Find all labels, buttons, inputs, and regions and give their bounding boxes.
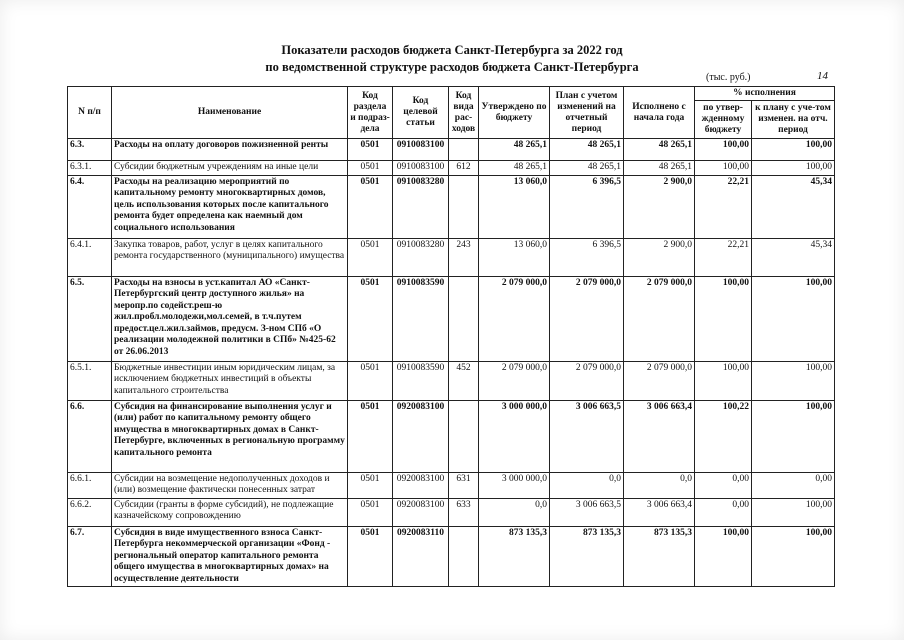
row-number: 6.4. <box>68 175 112 238</box>
row-executed: 48 265,1 <box>624 161 695 176</box>
row-target-code: 0920083100 <box>393 498 449 526</box>
title-line-2: по ведомственной структуре расходов бюджета Санкт-Петербурга <box>265 60 639 74</box>
row-target-code: 0920083110 <box>393 526 449 587</box>
row-approved: 3 000 000,0 <box>479 472 550 498</box>
row-executed: 0,0 <box>624 472 695 498</box>
row-name: Расходы на реализацию мероприятий по капитальному ремонту многоквартирных домов, цель использования которых после капитального ремонта будет определена как наемный дом социального использования <box>112 175 348 238</box>
table-row <box>68 238 835 276</box>
page-number: 14 <box>817 70 828 82</box>
row-approved: 2 079 000,0 <box>479 361 550 400</box>
row-name: Закупка товаров, работ, услуг в целях капитального ремонта государственного (муниципального) имущества <box>112 238 348 276</box>
header-executed: Исполнено с начала года <box>624 87 695 139</box>
row-pct-plan: 45,34 <box>752 175 835 238</box>
row-number: 6.6.1. <box>68 472 112 498</box>
header-type: Код вида рас-ходов <box>449 87 479 139</box>
row-plan: 2 079 000,0 <box>550 361 624 400</box>
row-executed: 2 900,0 <box>624 175 695 238</box>
row-target-code: 0910083100 <box>393 161 449 176</box>
table-body <box>68 139 835 587</box>
row-number: 6.5.1. <box>68 361 112 400</box>
row-pct-plan: 100,00 <box>752 161 835 176</box>
row-plan: 6 396,5 <box>550 238 624 276</box>
row-pct-approved: 100,00 <box>695 361 752 400</box>
header-plan: План с учетом изменений на отчетный период <box>550 87 624 139</box>
row-executed: 2 900,0 <box>624 238 695 276</box>
row-pct-approved: 22,21 <box>695 238 752 276</box>
row-plan: 2 079 000,0 <box>550 276 624 361</box>
row-pct-approved: 100,00 <box>695 139 752 161</box>
row-approved: 13 060,0 <box>479 238 550 276</box>
row-pct-approved: 100,00 <box>695 276 752 361</box>
row-plan: 3 006 663,5 <box>550 498 624 526</box>
row-pct-plan: 100,00 <box>752 139 835 161</box>
row-number: 6.4.1. <box>68 238 112 276</box>
row-approved: 48 265,1 <box>479 139 550 161</box>
row-executed: 2 079 000,0 <box>624 361 695 400</box>
title-line-1: Показатели расходов бюджета Санкт-Петербурга за 2022 год <box>281 43 623 57</box>
row-type-code: 612 <box>449 161 479 176</box>
row-type-code <box>449 276 479 361</box>
header-section: Код раздела и подраз-дела <box>348 87 393 139</box>
row-pct-plan: 100,00 <box>752 400 835 472</box>
row-plan: 6 396,5 <box>550 175 624 238</box>
row-type-code: 243 <box>449 238 479 276</box>
table-row <box>68 175 835 238</box>
row-number: 6.6. <box>68 400 112 472</box>
row-pct-approved: 0,00 <box>695 498 752 526</box>
budget-table <box>67 86 835 587</box>
row-plan: 48 265,1 <box>550 161 624 176</box>
row-executed: 3 006 663,4 <box>624 498 695 526</box>
row-plan: 0,0 <box>550 472 624 498</box>
row-executed: 873 135,3 <box>624 526 695 587</box>
row-section-code: 0501 <box>348 276 393 361</box>
row-plan: 873 135,3 <box>550 526 624 587</box>
header-target: Код целевой статьи <box>393 87 449 139</box>
header-pct-approved: по утвер-жденному бюджету <box>695 101 752 139</box>
row-section-code: 0501 <box>348 175 393 238</box>
table-row <box>68 472 835 498</box>
row-section-code: 0501 <box>348 472 393 498</box>
row-plan: 3 006 663,5 <box>550 400 624 472</box>
table-row <box>68 161 835 176</box>
table-row <box>68 400 835 472</box>
row-executed: 3 006 663,4 <box>624 400 695 472</box>
row-approved: 0,0 <box>479 498 550 526</box>
row-name: Субсидии на возмещение недополученных доходов и (или) возмещение фактически понесенных затрат <box>112 472 348 498</box>
header-num: N п/п <box>68 87 112 139</box>
header-percent-group: % исполнения <box>695 87 835 101</box>
row-name: Субсидия на финансирование выполнения услуг и (или) работ по капитальному ремонту общего имущества в многоквартирных домах в Санкт-Петербурге, включенных в региональную программу капитального ремонта <box>112 400 348 472</box>
row-section-code: 0501 <box>348 238 393 276</box>
table-row <box>68 276 835 361</box>
row-pct-approved: 100,22 <box>695 400 752 472</box>
row-target-code: 0920083100 <box>393 400 449 472</box>
row-section-code: 0501 <box>348 139 393 161</box>
table-row <box>68 139 835 161</box>
row-target-code: 0910083590 <box>393 276 449 361</box>
row-pct-plan: 45,34 <box>752 238 835 276</box>
units-label: (тыс. руб.) <box>706 72 751 83</box>
row-section-code: 0501 <box>348 400 393 472</box>
row-pct-approved: 100,00 <box>695 526 752 587</box>
row-section-code: 0501 <box>348 526 393 587</box>
row-target-code: 0910083280 <box>393 175 449 238</box>
row-number: 6.5. <box>68 276 112 361</box>
table-row <box>68 498 835 526</box>
table-row <box>68 361 835 400</box>
row-pct-approved: 22,21 <box>695 175 752 238</box>
row-name: Расходы на оплату договоров пожизненной ренты <box>112 139 348 161</box>
row-section-code: 0501 <box>348 498 393 526</box>
row-name: Бюджетные инвестиции иным юридическим лицам, за исключением бюджетных инвестиций в объекты капитального строительства <box>112 361 348 400</box>
row-number: 6.7. <box>68 526 112 587</box>
row-pct-approved: 100,00 <box>695 161 752 176</box>
row-pct-approved: 0,00 <box>695 472 752 498</box>
row-target-code: 0910083590 <box>393 361 449 400</box>
row-pct-plan: 100,00 <box>752 526 835 587</box>
row-name: Субсидии (гранты в форме субсидий), не подлежащие казначейскому сопровождению <box>112 498 348 526</box>
row-name: Расходы на взносы в уст.капитал АО «Санкт-Петербургский центр доступного жилья» на меропр.по содейст.реш-ю жил.пробл.молодежи,мол.семей, в т.ч.путем предост.цел.жил.займов, предусм. З-ном СПб «О реализации молодежной политики в СПб» №425-62 от 26.06.2013 <box>112 276 348 361</box>
row-name: Субсидии бюджетным учреждениям на иные цели <box>112 161 348 176</box>
row-target-code: 0920083100 <box>393 472 449 498</box>
document-title <box>0 42 904 76</box>
row-approved: 873 135,3 <box>479 526 550 587</box>
row-number: 6.3.1. <box>68 161 112 176</box>
row-number: 6.3. <box>68 139 112 161</box>
row-approved: 48 265,1 <box>479 161 550 176</box>
row-type-code <box>449 175 479 238</box>
row-pct-plan: 0,00 <box>752 472 835 498</box>
row-type-code: 633 <box>449 498 479 526</box>
row-executed: 48 265,1 <box>624 139 695 161</box>
header-pct-plan: к плану с уче-том изменен. на отч. период <box>752 101 835 139</box>
row-type-code: 452 <box>449 361 479 400</box>
row-type-code <box>449 139 479 161</box>
row-type-code <box>449 526 479 587</box>
header-approved: Утверждено по бюджету <box>479 87 550 139</box>
row-number: 6.6.2. <box>68 498 112 526</box>
row-section-code: 0501 <box>348 361 393 400</box>
row-pct-plan: 100,00 <box>752 361 835 400</box>
row-pct-plan: 100,00 <box>752 276 835 361</box>
row-section-code: 0501 <box>348 161 393 176</box>
row-name: Субсидия в виде имущественного взноса Санкт-Петербурга некоммерческой организации «Фонд - региональный оператор капитального ремонта общего имущества в многоквартирных домах» на осуществление деятельности <box>112 526 348 587</box>
row-approved: 3 000 000,0 <box>479 400 550 472</box>
header-name: Наименование <box>112 87 348 139</box>
row-type-code: 631 <box>449 472 479 498</box>
row-pct-plan: 100,00 <box>752 498 835 526</box>
row-approved: 2 079 000,0 <box>479 276 550 361</box>
row-target-code: 0910083100 <box>393 139 449 161</box>
table-row <box>68 526 835 587</box>
row-type-code <box>449 400 479 472</box>
row-target-code: 0910083280 <box>393 238 449 276</box>
row-approved: 13 060,0 <box>479 175 550 238</box>
row-executed: 2 079 000,0 <box>624 276 695 361</box>
row-plan: 48 265,1 <box>550 139 624 161</box>
